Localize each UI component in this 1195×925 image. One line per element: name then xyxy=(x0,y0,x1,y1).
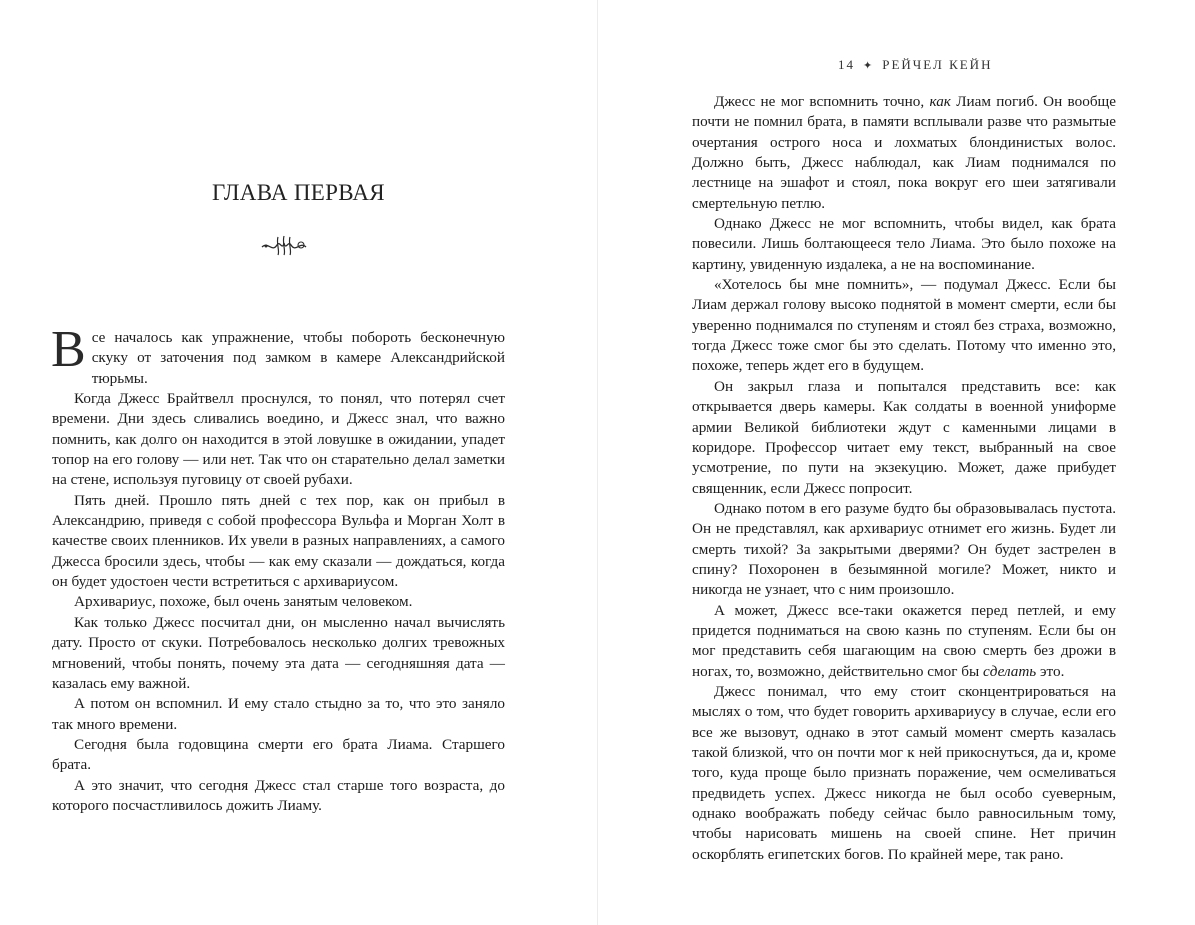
left-page-body xyxy=(51,321,505,816)
paragraph: Однако Джесс не мог вспомнить, чтобы видел, как брата повесили. Лишь болтающееся тело Лиама. Это было похоже на картину, увиденную издалека, а не на воспоминание. xyxy=(692,215,1116,273)
chapter-title: ГЛАВА ПЕРВАЯ xyxy=(212,180,385,205)
paragraph-text: се началось как упражнение, чтобы побороть бесконечную скуку от заточения под замком в камере Александрийской тюрьмы. xyxy=(91,329,505,387)
paragraph: Джесс не мог вспомнить точно, как Лиам погиб. Он вообще почти не помнил брата, в памяти всплывали разве что размытые очертания острого носа и лохматых блондинистых волос. Должно быть, Джесс наблюдал, как Лиам поднимался по лестнице на эшафот и стоял, пока вокруг его шеи затягивали смертельную петлю. xyxy=(692,93,1116,212)
right-page xyxy=(598,0,1195,925)
paragraph: Когда Джесс Брайтвелл проснулся, то понял, что потерял счет времени. Дни здесь сливались воедино, и Джесс знал, что важно помнить, как долго он находится в этой ловушке в ожидании, упадет топор на его голову — или нет. Так что он старательно делал заметки на стене, используя пуговицу от своей рубахи. xyxy=(52,390,505,489)
left-page xyxy=(0,0,597,925)
paragraph: Архивариус, похоже, был очень занятым человеком. xyxy=(74,593,413,611)
drop-cap: В xyxy=(51,321,86,378)
running-head xyxy=(838,57,992,73)
ornament-flourish-icon xyxy=(260,231,308,259)
page-number: 14 xyxy=(838,57,855,72)
paragraph xyxy=(51,321,505,389)
paragraph: Он закрыл глаза и попытался представить все: как открывается дверь камеры. Как солдаты в военной униформе армии Великой библиотеки ждут с каменными лицами в коридоре. Профессор читает ему текст, выбранный на свое усмотрение, по пути на экзекуцию. Может, даже прибудет священник, если Джесс попросит. xyxy=(692,377,1116,497)
paragraph: А может, Джесс все-таки окажется перед петлей, и ему придется подниматься на свою казнь по ступеням. Если бы он мог представить себя шагающим на свою смерть без дрожи в ногах, то, возможно, действительно смог бы сделать это. xyxy=(692,601,1116,680)
paragraph: Джесс понимал, что ему стоит сконцентрироваться на мыслях о том, что будет говорить архивариусу в случае, если его все же вызовут, однако в этот самый момент смерть казалась такой близкой, что он почти мог к ней прикоснуться, да и, кроме того, куда проще было признать поражение, чем осмеливаться предвидеть успех. Джесс никогда не был особо суеверным, однако воображать победу сейчас было равносильным тому, чтобы нарисовать мишень на своей спине. Нет причин оскорблять египетских богов. По крайней мере, так рано. xyxy=(692,682,1116,863)
separator-star-icon: ✦ xyxy=(863,60,875,72)
paragraph: Как только Джесс посчитал дни, он мысленно начал вычислять дату. Просто от скуки. Потребовалось несколько долгих тревожных мгновений, чтобы понять, почему эта дата — сегодняшняя дата — казалась ему важной. xyxy=(52,613,505,692)
paragraph: «Хотелось бы мне помнить», — подумал Джесс. Если бы Лиам держал голову высоко поднятой в момент смерти, если бы уверенно поднимался по ступеням и стоял без страха, возможно, тогда Джесс тоже смог бы это сделать. Потому что именно это, похоже, теперь ждет его в будущем. xyxy=(692,276,1116,375)
paragraph: А это значит, что сегодня Джесс стал старше того возраста, до которого посчастливилось дожить Лиаму. xyxy=(52,776,505,814)
paragraph: Сегодня была годовщина смерти его брата Лиама. Старшего брата. xyxy=(52,735,505,774)
paragraph: Однако потом в его разуме будто бы образовывалась пустота. Он не представлял, как архивариус отнимет его жизнь. Будет ли смерть тихой? За закрытыми дверями? Он будет застрелен в спину? Похоронен в безымянной могиле? Может, никто и никогда не узнает, что с ним произошло. xyxy=(692,499,1116,599)
running-head-author: РЕЙЧЕЛ КЕЙН xyxy=(882,57,993,72)
right-page-body xyxy=(692,92,1116,865)
paragraph: Пять дней. Прошло пять дней с тех пор, как он прибыл в Александрию, приведя с собой профессора Вульфа и Морган Холт в качестве своих пленников. Их увели в разных направлениях, а самого Джесса бросили здесь, чтобы — как ему сказали — дождаться, когда он будет удостоен чести встретиться с архивариусом. xyxy=(52,491,505,591)
paragraph: А потом он вспомнил. И ему стало стыдно за то, что это заняло так много времени. xyxy=(52,695,505,733)
